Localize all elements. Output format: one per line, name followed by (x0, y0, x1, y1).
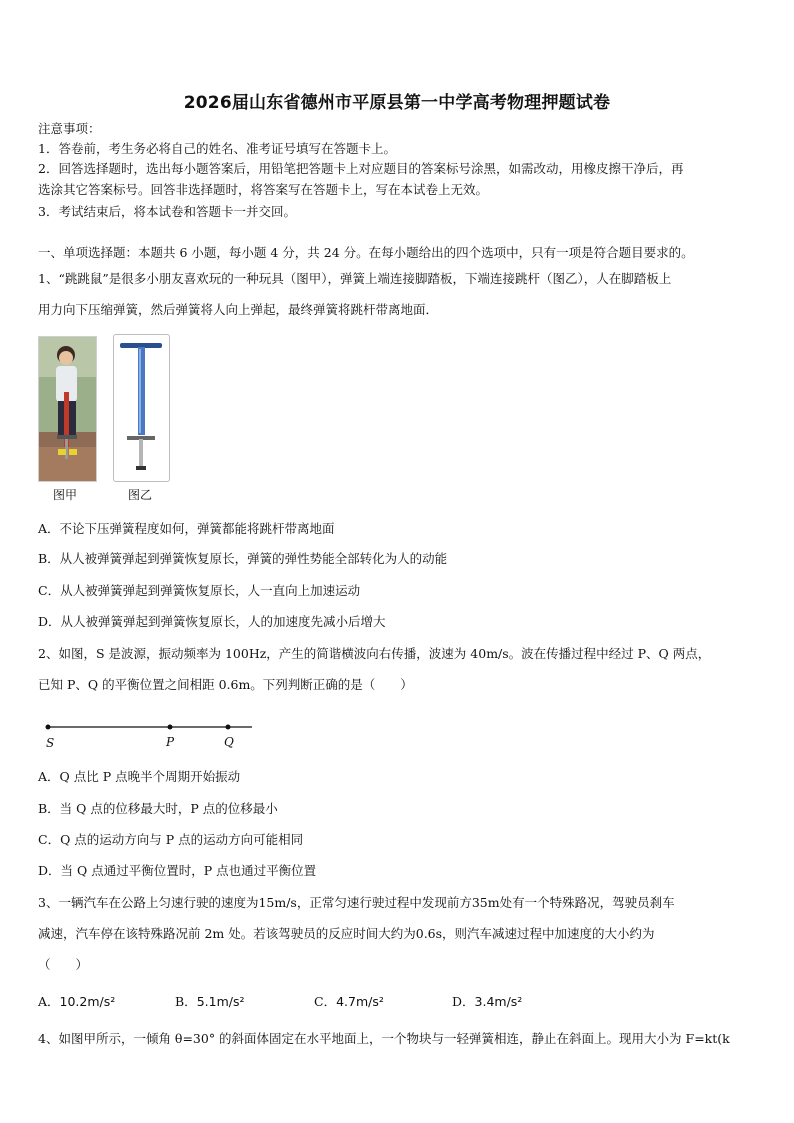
section-heading: 一、单项选择题：本题共 6 小题，每小题 4 分，共 24 分。在每小题给出的四个选项中，只有一项是符合题目要求的。 (38, 245, 694, 260)
point-q (226, 725, 231, 730)
notice-item-2-cont: 选涂其它答案标号。回答非选择题时，将答案写在答题卡上，写在本试卷上无效。 (38, 182, 489, 197)
q3-option-b-value: 5.1m/s² (196, 994, 245, 1009)
notice-item-2: 2．回答选择题时，选出每小题答案后，用铅笔把答题卡上对应题目的答案标号涂黑，如需改动，用橡皮擦干净后，再 (38, 161, 684, 176)
q1-option-c: C．从人被弹簧弹起到弹簧恢复原长，人一直向上加速运动 (38, 583, 361, 598)
q3-option-a-letter: A． (38, 994, 60, 1009)
q3-option-d-value: 3.4m/s² (474, 994, 523, 1009)
q1-figure-a-photo (38, 336, 97, 482)
point-p (168, 725, 173, 730)
q3-option-a-value: 10.2m/s² (59, 994, 116, 1009)
pogo-stick-image (114, 335, 169, 481)
q1-option-b: B．从人被弹簧弹起到弹簧恢复原长，弹簧的弹性势能全部转化为人的动能 (38, 551, 448, 566)
q3-option-b (175, 992, 244, 1010)
notice-item-1: 1．答卷前，考生务必将自己的姓名、准考证号填写在答题卡上。 (38, 141, 396, 156)
label-p: P (166, 735, 175, 749)
q2-option-b: B．当 Q 点的位移最大时，P 点的位移最小 (38, 801, 278, 816)
q1-option-d: D．从人被弹簧弹起到弹簧恢复原长，人的加速度先减小后增大 (38, 614, 386, 629)
q3-option-c-letter: C． (314, 994, 337, 1009)
q2-option-a: A．Q 点比 P 点晚半个周期开始振动 (38, 769, 241, 784)
q1-stem-line1: 1、“跳跳鼠”是很多小朋友喜欢玩的一种玩具（图甲），弹簧上端连接脚踏板，下端连接跳杆（图乙），人在脚踏板上 (38, 271, 672, 286)
q3-option-a (38, 992, 115, 1010)
q1-stem-line2: 用力向下压缩弹簧，然后弹簧将人向上弹起，最终弹簧将跳杆带离地面． (38, 302, 439, 317)
q3-option-d (452, 992, 522, 1010)
q1-figure-b-caption: 图乙 (128, 488, 153, 502)
q3-stem-line1: 3、一辆汽车在公路上匀速行驶的速度为15m/s，正常匀速行驶过程中发现前方35m处有一个特殊路况，驾驶员刹车 (38, 895, 675, 910)
q2-stem-line2: 已知 P、Q 的平衡位置之间相距 0.6m。下列判断正确的是（ ） (38, 677, 413, 692)
q3-option-b-letter: B． (175, 994, 197, 1009)
q2-option-c: C．Q 点的运动方向与 P 点的运动方向可能相同 (38, 832, 304, 847)
q3-option-d-letter: D． (452, 994, 475, 1009)
notice-item-3: 3．考试结束后，将本试卷和答题卡一并交回。 (38, 204, 296, 219)
q3-option-c (314, 992, 384, 1010)
q1-option-a: A．不论下压弹簧程度如何，弹簧都能将跳杆带离地面 (38, 521, 335, 536)
q4-stem-line1: 4、如图甲所示，一倾角 θ=30° 的斜面体固定在水平地面上，一个物块与一轻弹簧相连，静止在斜面上。现用大小为 F=kt(k (38, 1031, 730, 1046)
q3-option-c-value: 4.7m/s² (336, 994, 384, 1009)
q1-figure-b-pogo (113, 334, 170, 482)
q3-stem-line3: （ ） (38, 957, 89, 972)
label-s: S (46, 736, 55, 750)
point-s (46, 725, 51, 730)
child-on-pogo-image (39, 337, 96, 481)
q3-stem-line2: 减速，汽车停在该特殊路况前 2m 处。若该驾驶员的反应时间大约为0.6s，则汽车减速过程中加速度的大小约为 (38, 926, 655, 941)
q2-stem-line1: 2、如图，S 是波源，振动频率为 100Hz，产生的简谐横波向右传播，波速为 40m/s。波在传播过程中经过 P、Q 两点， (38, 646, 711, 661)
label-q: Q (224, 735, 234, 749)
page-title: 2026届山东省德州市平原县第一中学高考物理押题试卷 (183, 93, 611, 113)
notice-heading: 注意事项： (38, 121, 101, 136)
q1-figure-a-caption: 图甲 (53, 488, 78, 502)
q2-option-d: D．当 Q 点通过平衡位置时，P 点也通过平衡位置 (38, 863, 317, 878)
